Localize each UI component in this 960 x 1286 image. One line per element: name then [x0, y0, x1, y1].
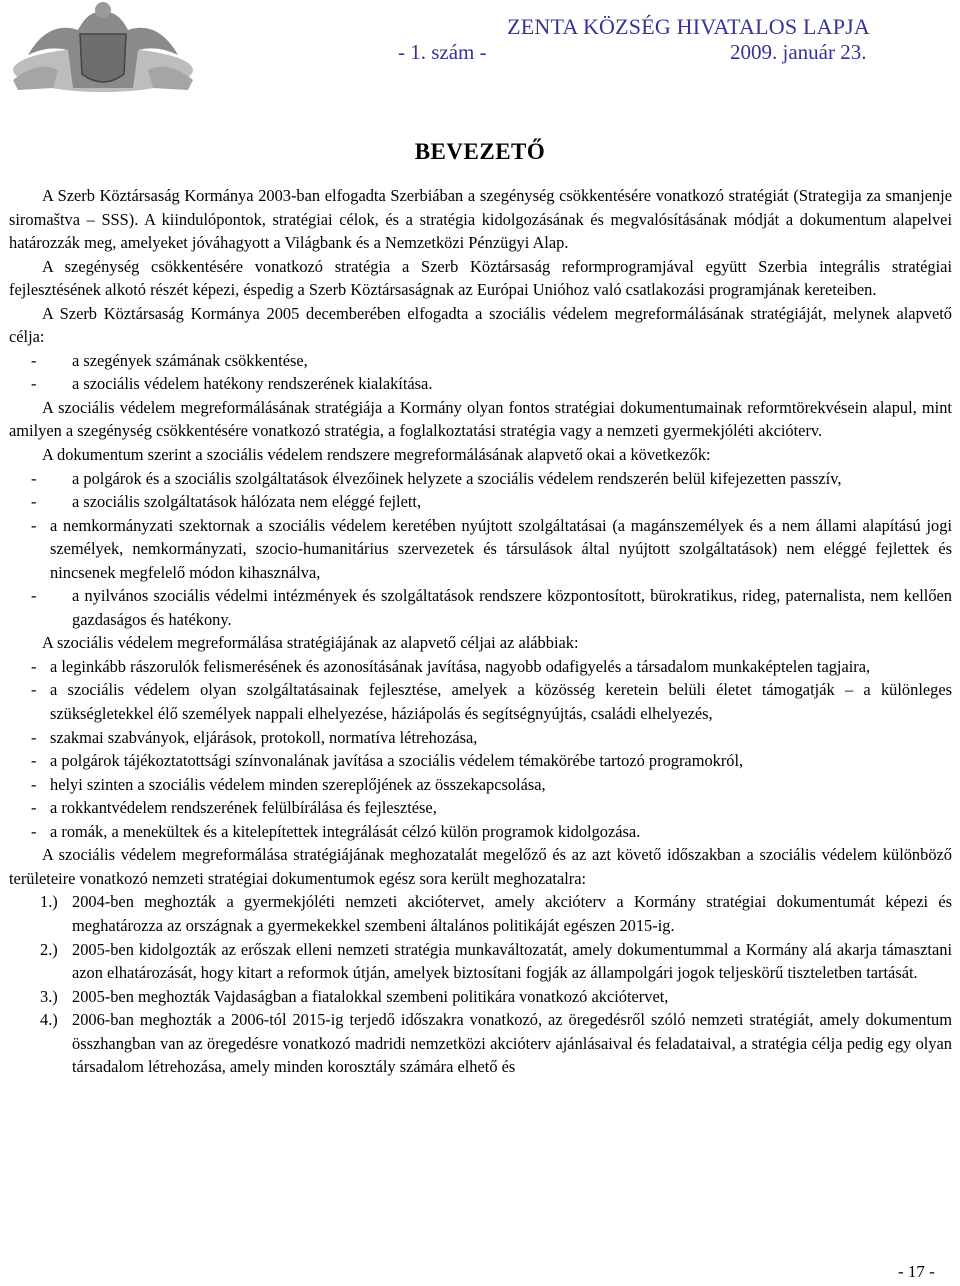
list-item: - a leginkább rászorulók felismerésének és azonosításának javítása, nagyobb odafigyelés a társadalom munkaképtelen tagjaira,: [31, 656, 871, 676]
list-item: - a nemkormányzati szektornak a szociális védelem keretében nyújtott szolgáltatásai (a magánszemélyek és a nem állami alapítású jogi személyek, nemkormányzati, szocio-humanitárius szervezetek és társulások által nyújtott szolgáltatások) nem eléggé fejlettek és nincsenek megfelelő módon kihasználva,: [31, 515, 952, 582]
issue-date: 2009. január 23.: [730, 40, 867, 64]
list-item: - helyi szinten a szociális védelem minden szereplőjének az összekapcsolása,: [31, 774, 546, 794]
list-item: - a szegények számának csökkentése,: [31, 350, 308, 370]
list-item: - a rokkantvédelem rendszerének felülbírálása és fejlesztése,: [31, 798, 437, 818]
section-heading: BEVEZETŐ: [414, 139, 546, 164]
list-item: - a szociális védelem olyan szolgáltatásainak fejlesztése, amelyek a közösség keretein belüli életet támogatják – a különleges szükségletekkel élő személyek nappali elhelyezése, háziápolás és segítségnyújtás, családi elhelyezés,: [31, 680, 952, 724]
page-number: - 17 -: [898, 1262, 935, 1281]
list-item: - a nyilvános szociális védelmi intézmények és szolgáltatások rendszere központosított, bürokratikus, rideg, paternalista, nem kellően gazdaságos és hatékony.: [31, 586, 952, 629]
list-item: - szakmai szabványok, eljárások, protokoll, normatíva létrehozása,: [31, 727, 478, 747]
list-item: - a polgárok és a szociális szolgáltatások élvezőinek helyzete a szociális védelem rendszerén belül kifejezetten passzív,: [31, 468, 842, 488]
paragraph: A Szerb Köztársaság Kormánya 2003-ban elfogadta Szerbiában a szegénység csökkentésére vonatkozó stratégiát (Strategija za smanjenje siromaštva – SSS). A kiindulópontok, stratégiai célok, és a stratégia kidolgozásának és megvalósításának módját a dokumentum alapelvei határozzák meg, amelyeket jóváhagyott a Világbank és a Nemzetközi Pénzügyi Alap.: [9, 186, 952, 253]
numbered-item: 2.) 2005-ben kidolgozták az erőszak elleni nemzeti stratégia munkaváltozatát, amely dokumentummal a Kormány alá akarja támasztani azon elhatározását, hogy kitart a reformok útján, amelyek biztosítani fogják az állampolgári jogok teljeskörű tiszteletben tartását.: [40, 939, 952, 983]
paragraph: A szociális védelem megreformálása stratégiájának meghozatalát megelőző és az azt követő időszakban a szociális védelem különböző területeire vonatkozó nemzeti stratégiai dokumentumok egész sora került meghozatalra:: [9, 845, 952, 888]
list-item: - a szociális védelem hatékony rendszerének kialakítása.: [31, 374, 433, 394]
list-item: - a szociális szolgáltatások hálózata nem eléggé fejlett,: [31, 492, 422, 512]
numbered-item: 3.) 2005-ben meghozták Vajdaságban a fiatalokkal szembeni politikára vonatkozó akciótervet,: [40, 986, 669, 1006]
paragraph: A Szerb Köztársaság Kormánya 2005 decemberében elfogadta a szociális védelem megreformálásának stratégiáját, melynek alapvető célja:: [9, 303, 952, 347]
list-item: - a polgárok tájékoztatottsági színvonalának javítása a szociális védelem témakörébe tartozó programokról,: [31, 751, 744, 771]
document-body: [9, 184, 952, 1079]
paragraph: A dokumentum szerint a szociális védelem rendszere megreformálásának alapvető okai a következők:: [42, 445, 711, 465]
list-item: - a romák, a menekültek és a kitelepítettek integrálását célzó külön programok kidolgozása.: [31, 821, 641, 841]
numbered-item: 1.) 2004-ben meghozták a gyermekjóléti nemzeti akciótervet, amely akcióterv a Kormány stratégiai dokumentumát képezi és meghatározza az országnak a gyermekekkel szembeni általános politikáját egészen 2015-ig.: [40, 892, 952, 935]
numbered-item: 4.) 2006-ban meghozták a 2006-tól 2015-ig terjedő időszakra vonatkozó, az öregedésről szóló nemzeti stratégiát, amely dokumentum összhangban van az öregedésre vonatkozó madridi nemzetközi akcióterv ajánlásaival és feladataival, a stratégia célja pedig egy olyan társadalom létrehozása, amely minden korosztály számára elhető és: [40, 1010, 952, 1077]
issue-number: - 1. szám -: [398, 40, 487, 64]
paragraph: A szegénység csökkentésére vonatkozó stratégia a Szerb Köztársaság reformprogramjával együtt Szerbia integrális stratégiai fejlesztésének alkotó részét képezi, éspedig a Szerb Köztársaságnak az Európai Unióhoz való csatlakozási programjának kereteiben.: [9, 256, 952, 300]
paragraph: A szociális védelem megreformálásának stratégiája a Kormány olyan fontos stratégiai dokumentumainak reformtörekvésein alapul, mint amilyen a szegénység csökkentésére vonatkozó stratégia, a foglalkoztatási stratégia vagy a nemzeti gyermekjóléti akcióterv.: [9, 397, 952, 441]
paragraph: A szociális védelem megreformálása stratégiájának az alapvető céljai az alábbiak:: [42, 633, 579, 653]
publication-title: ZENTA KÖZSÉG HIVATALOS LAPJA: [507, 14, 870, 39]
